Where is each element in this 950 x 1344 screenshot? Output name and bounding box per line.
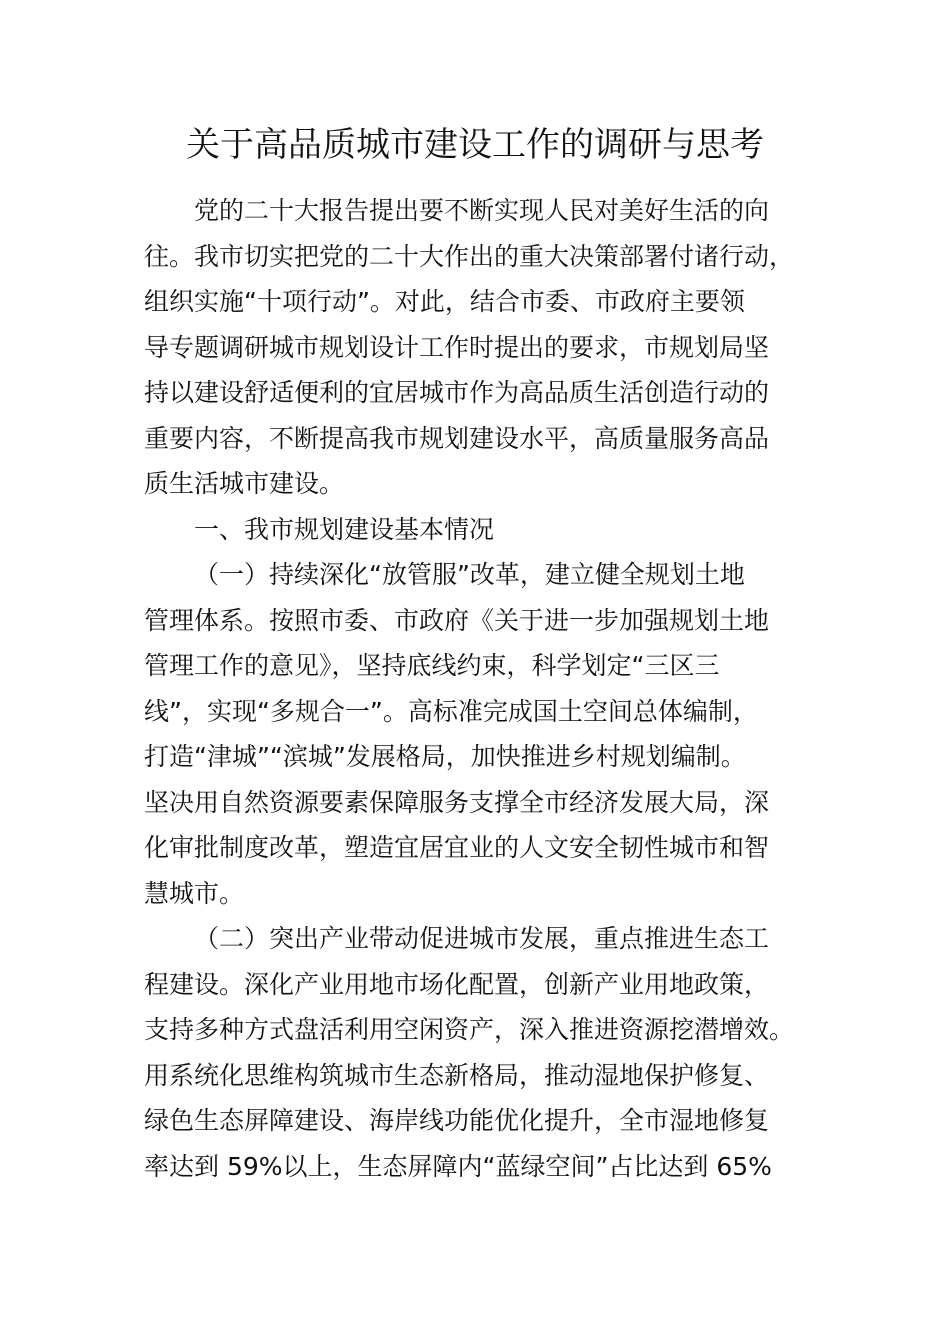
paragraph-line: （一）持续深化“放管服”改革，建立健全规划土地: [194, 560, 745, 589]
paragraph-line: 重要内容，不断提高我市规划建设水平，高质量服务高品: [144, 423, 770, 453]
document-body: [144, 188, 824, 1189]
paragraph-line: 管理工作的意见》，坚持底线约束，科学划定“三区三: [144, 651, 720, 680]
paragraph-line: 组织实施“十项行动”。对此，结合市委、市政府主要领: [144, 287, 745, 316]
paragraph-line: 打造“津城”“滨城”发展格局，加快推进乡村规划编制。: [144, 742, 746, 771]
paragraph-line: 导专题调研城市规划设计工作时提出的要求，市规划局坚: [144, 332, 770, 362]
document-title: 关于高品质城市建设工作的调研与思考: [186, 125, 764, 165]
paragraph-line: 党的二十大报告提出要不断实现人民对美好生活的向: [194, 196, 770, 225]
paragraph-line: 支持多种方式盘活利用空闲资产，深入推进资源挖潜增效。: [144, 1015, 795, 1044]
paragraph-line: 率达到 59%以上，生态屏障内“蓝绿空间”占比达到 65%: [144, 1151, 772, 1181]
paragraph-line: 程建设。深化产业用地市场化配置，创新产业用地政策，: [144, 969, 770, 999]
paragraph-line: 慧城市。: [144, 878, 245, 908]
paragraph-line: （二）突出产业带动促进城市发展，重点推进生态工: [194, 924, 770, 953]
section-heading: 一、我市规划建设基本情况: [194, 514, 495, 544]
paragraph-line: 坚决用自然资源要素保障服务支撑全市经济发展大局，深: [144, 787, 770, 817]
paragraph-line: 质生活城市建设。: [144, 469, 345, 498]
paragraph-line: 持以建设舒适便利的宜居城市作为高品质生活创造行动的: [144, 378, 770, 407]
paragraph-line: 往。我市切实把党的二十大作出的重大决策部署付诸行动，: [144, 241, 795, 271]
paragraph-line: 化审批制度改革，塑造宜居宜业的人文安全韧性城市和智: [144, 833, 770, 862]
paragraph-line: 用系统化思维构筑城市生态新格局，推动湿地保护修复、: [144, 1060, 770, 1090]
paragraph-line: 管理体系。按照市委、市政府《关于进一步加强规划土地: [144, 605, 770, 635]
paragraph-line: 线”，实现“多规合一”。高标准完成国土空间总体编制，: [144, 696, 758, 726]
paragraph-line: 绿色生态屏障建设、海岸线功能优化提升，全市湿地修复: [144, 1106, 770, 1135]
